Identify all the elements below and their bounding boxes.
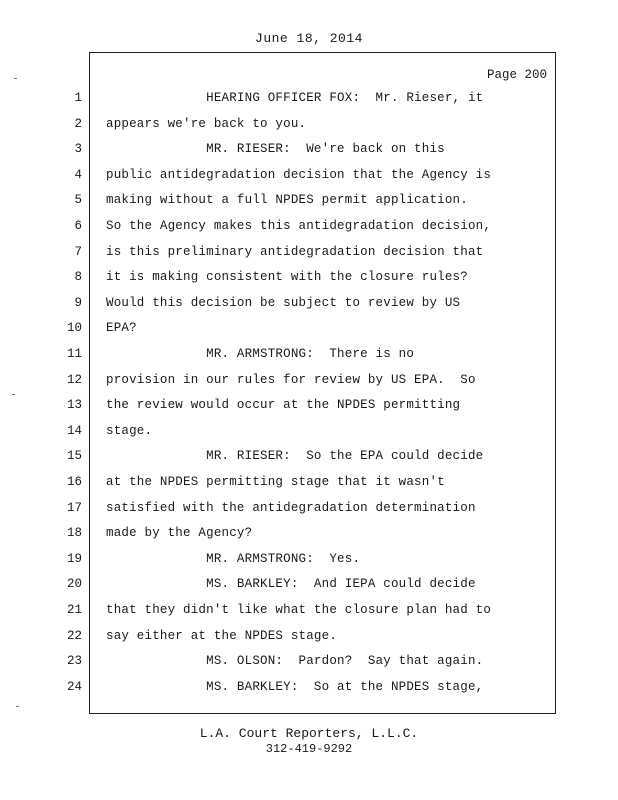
footer-phone: 312-419-9292: [265, 742, 353, 756]
line-text: MR. RIESER: We're back on this: [106, 142, 445, 156]
footer-company: L.A. Court Reporters, L.L.C.: [199, 726, 419, 741]
line-text: HEARING OFFICER FOX: Mr. Rieser, it: [106, 91, 484, 105]
line-text: MS. OLSON: Pardon? Say that again.: [106, 654, 484, 668]
scan-speck: [12, 394, 15, 395]
line-number: 6: [74, 219, 82, 233]
line-number: 1: [74, 91, 82, 105]
line-number: 19: [66, 552, 82, 566]
line-text: MS. BARKLEY: So at the NPDES stage,: [106, 680, 484, 694]
line-number: 23: [66, 654, 82, 668]
line-number: 16: [66, 475, 82, 489]
line-text: made by the Agency?: [106, 526, 253, 540]
line-number: 17: [66, 501, 82, 515]
line-number: 18: [66, 526, 82, 540]
scan-speck: [14, 78, 17, 79]
line-number: 10: [66, 321, 82, 335]
line-text: MR. ARMSTRONG: Yes.: [106, 552, 361, 566]
line-text: it is making consistent with the closure rules?: [106, 270, 468, 284]
line-number: 9: [74, 296, 82, 310]
line-number: 15: [66, 449, 82, 463]
line-number: 24: [66, 680, 82, 694]
line-text: that they didn't like what the closure plan had to: [106, 603, 492, 617]
line-text: stage.: [106, 424, 153, 438]
line-text: the review would occur at the NPDES permitting: [106, 398, 461, 412]
line-text: MR. ARMSTRONG: There is no: [106, 347, 415, 361]
line-text: MR. RIESER: So the EPA could decide: [106, 449, 484, 463]
line-number: 5: [74, 193, 82, 207]
line-text: provision in our rules for review by US EPA. So: [106, 373, 476, 387]
line-text: EPA?: [106, 321, 137, 335]
line-text: public antidegradation decision that the Agency is: [106, 168, 492, 182]
scan-speck: [16, 706, 19, 707]
line-number: 13: [66, 398, 82, 412]
line-number: 21: [66, 603, 82, 617]
page-number: Page 200: [486, 68, 547, 82]
line-number: 14: [66, 424, 82, 438]
line-text: So the Agency makes this antidegradation decision,: [106, 219, 492, 233]
line-number: 4: [74, 168, 82, 182]
line-text: appears we're back to you.: [106, 117, 307, 131]
line-text: satisfied with the antidegradation determination: [106, 501, 476, 515]
line-text: at the NPDES permitting stage that it wasn't: [106, 475, 445, 489]
header-date: June 18, 2014: [255, 31, 363, 46]
line-number: 2: [74, 117, 82, 131]
line-text: making without a full NPDES permit application.: [106, 193, 468, 207]
line-number: 12: [66, 373, 82, 387]
line-number: 22: [66, 629, 82, 643]
line-text: MS. BARKLEY: And IEPA could decide: [106, 577, 476, 591]
line-number: 8: [74, 270, 82, 284]
line-number: 3: [74, 142, 82, 156]
line-number: 11: [66, 347, 82, 361]
line-number: 7: [74, 245, 82, 259]
line-text: say either at the NPDES stage.: [106, 629, 338, 643]
line-text: Would this decision be subject to review by US: [106, 296, 461, 310]
line-number: 20: [66, 577, 82, 591]
line-text: is this preliminary antidegradation decision that: [106, 245, 484, 259]
